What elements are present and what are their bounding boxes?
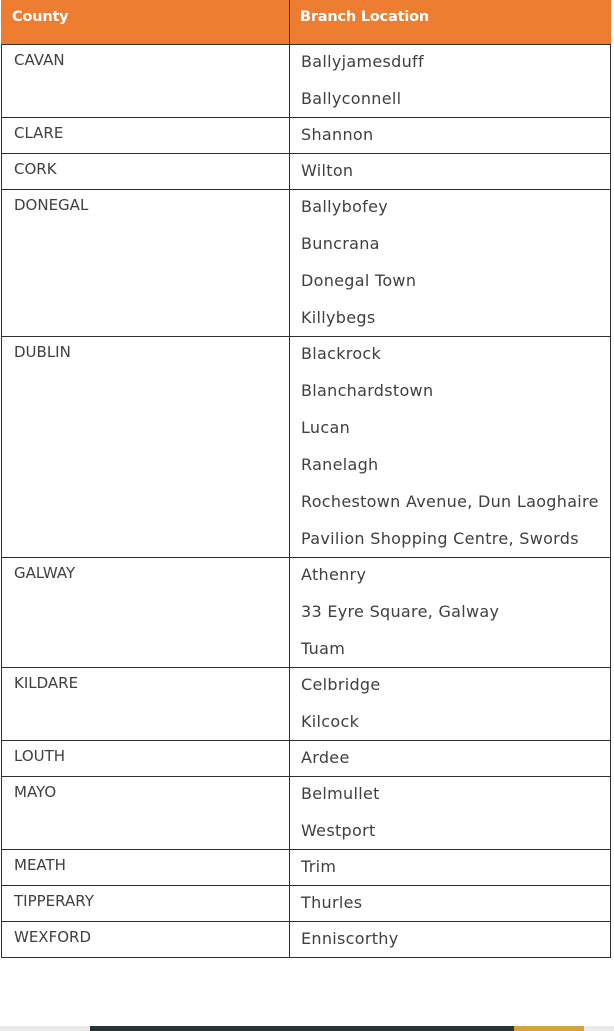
- county-name: MEATH: [14, 856, 66, 874]
- table-row: [2, 154, 611, 190]
- branch-cell: [290, 154, 611, 190]
- branch-location: Belmullet: [301, 784, 380, 803]
- table-row: [2, 777, 611, 850]
- branch-cell: [290, 777, 611, 850]
- branch-cell: [290, 190, 611, 337]
- county-cell: [2, 850, 290, 886]
- branch-location: Enniscorthy: [301, 929, 399, 948]
- county-cell: [2, 558, 290, 668]
- branch-location: Ardee: [301, 748, 350, 767]
- branch-location: Ballyconnell: [301, 89, 402, 108]
- county-cell: [2, 668, 290, 741]
- branch-list: [290, 154, 610, 189]
- branch-list: [290, 558, 610, 667]
- county-name: GALWAY: [14, 564, 76, 582]
- branch-list: [290, 190, 610, 336]
- county-cell: [2, 45, 290, 118]
- branch-location: Westport: [301, 821, 376, 840]
- table-body: [2, 45, 611, 958]
- branch-location: Donegal Town: [301, 271, 417, 290]
- branch-location: 33 Eyre Square, Galway: [301, 602, 500, 621]
- branch-location: Trim: [301, 857, 337, 876]
- county-name: CORK: [14, 160, 57, 178]
- branch-cell: [290, 886, 611, 922]
- county-cell: [2, 118, 290, 154]
- county-name: DONEGAL: [14, 196, 89, 214]
- branch-location: Thurles: [301, 893, 363, 912]
- footer-dark-bar: [90, 1026, 514, 1031]
- branch-list: [290, 850, 610, 885]
- table-row: [2, 850, 611, 886]
- county-cell: [2, 922, 290, 958]
- branch-list: [290, 777, 610, 849]
- table-row: [2, 922, 611, 958]
- county-column-header: County: [2, 1, 290, 45]
- branch-location: Ranelagh: [301, 455, 379, 474]
- county-name: KILDARE: [14, 674, 79, 692]
- branch-table: [1, 0, 611, 958]
- branch-location-column-header: Branch Location: [290, 1, 611, 45]
- branch-location: Kilcock: [301, 712, 360, 731]
- table-row: [2, 190, 611, 337]
- branch-list: [290, 118, 610, 153]
- branch-location: Wilton: [301, 161, 354, 180]
- branch-location: Lucan: [301, 418, 351, 437]
- table-row: [2, 558, 611, 668]
- table-row: [2, 45, 611, 118]
- county-cell: [2, 886, 290, 922]
- branch-list: [290, 337, 610, 557]
- table-row: [2, 118, 611, 154]
- branch-cell: [290, 922, 611, 958]
- footer-accent-bar: [514, 1026, 584, 1031]
- branch-location: Blanchardstown: [301, 381, 434, 400]
- branch-location: Athenry: [301, 565, 367, 584]
- county-name: MAYO: [14, 783, 57, 801]
- branch-cell: [290, 45, 611, 118]
- branch-list: [290, 886, 610, 921]
- table-row: [2, 337, 611, 558]
- branch-cell: [290, 118, 611, 154]
- county-name: WEXFORD: [14, 928, 91, 946]
- county-cell: [2, 337, 290, 558]
- county-name: TIPPERARY: [14, 892, 94, 910]
- branch-cell: [290, 558, 611, 668]
- branch-cell: [290, 668, 611, 741]
- branch-location: Killybegs: [301, 308, 376, 327]
- county-name: LOUTH: [14, 747, 66, 765]
- county-name: CLARE: [14, 124, 64, 142]
- branch-cell: [290, 850, 611, 886]
- county-name: CAVAN: [14, 51, 65, 69]
- branch-location: Blackrock: [301, 344, 382, 363]
- branch-location: Celbridge: [301, 675, 381, 694]
- county-cell: [2, 741, 290, 777]
- branch-location: Ballyjamesduff: [301, 52, 424, 71]
- branch-cell: [290, 741, 611, 777]
- county-cell: [2, 777, 290, 850]
- branch-list: [290, 741, 610, 776]
- branch-location: Rochestown Avenue, Dun Laoghaire: [301, 492, 599, 511]
- branch-list: [290, 922, 610, 957]
- table-header-row: [2, 1, 611, 45]
- branch-list: [290, 45, 610, 117]
- table-row: [2, 668, 611, 741]
- branch-location: Shannon: [301, 125, 374, 144]
- table-row: [2, 741, 611, 777]
- county-name: DUBLIN: [14, 343, 71, 361]
- branch-cell: [290, 337, 611, 558]
- branch-location: Pavilion Shopping Centre, Swords: [301, 529, 579, 548]
- county-cell: [2, 190, 290, 337]
- branch-location: Ballybofey: [301, 197, 389, 216]
- branch-list: [290, 668, 610, 740]
- branch-location: Tuam: [301, 639, 346, 658]
- county-cell: [2, 154, 290, 190]
- branch-location: Buncrana: [301, 234, 380, 253]
- table-row: [2, 886, 611, 922]
